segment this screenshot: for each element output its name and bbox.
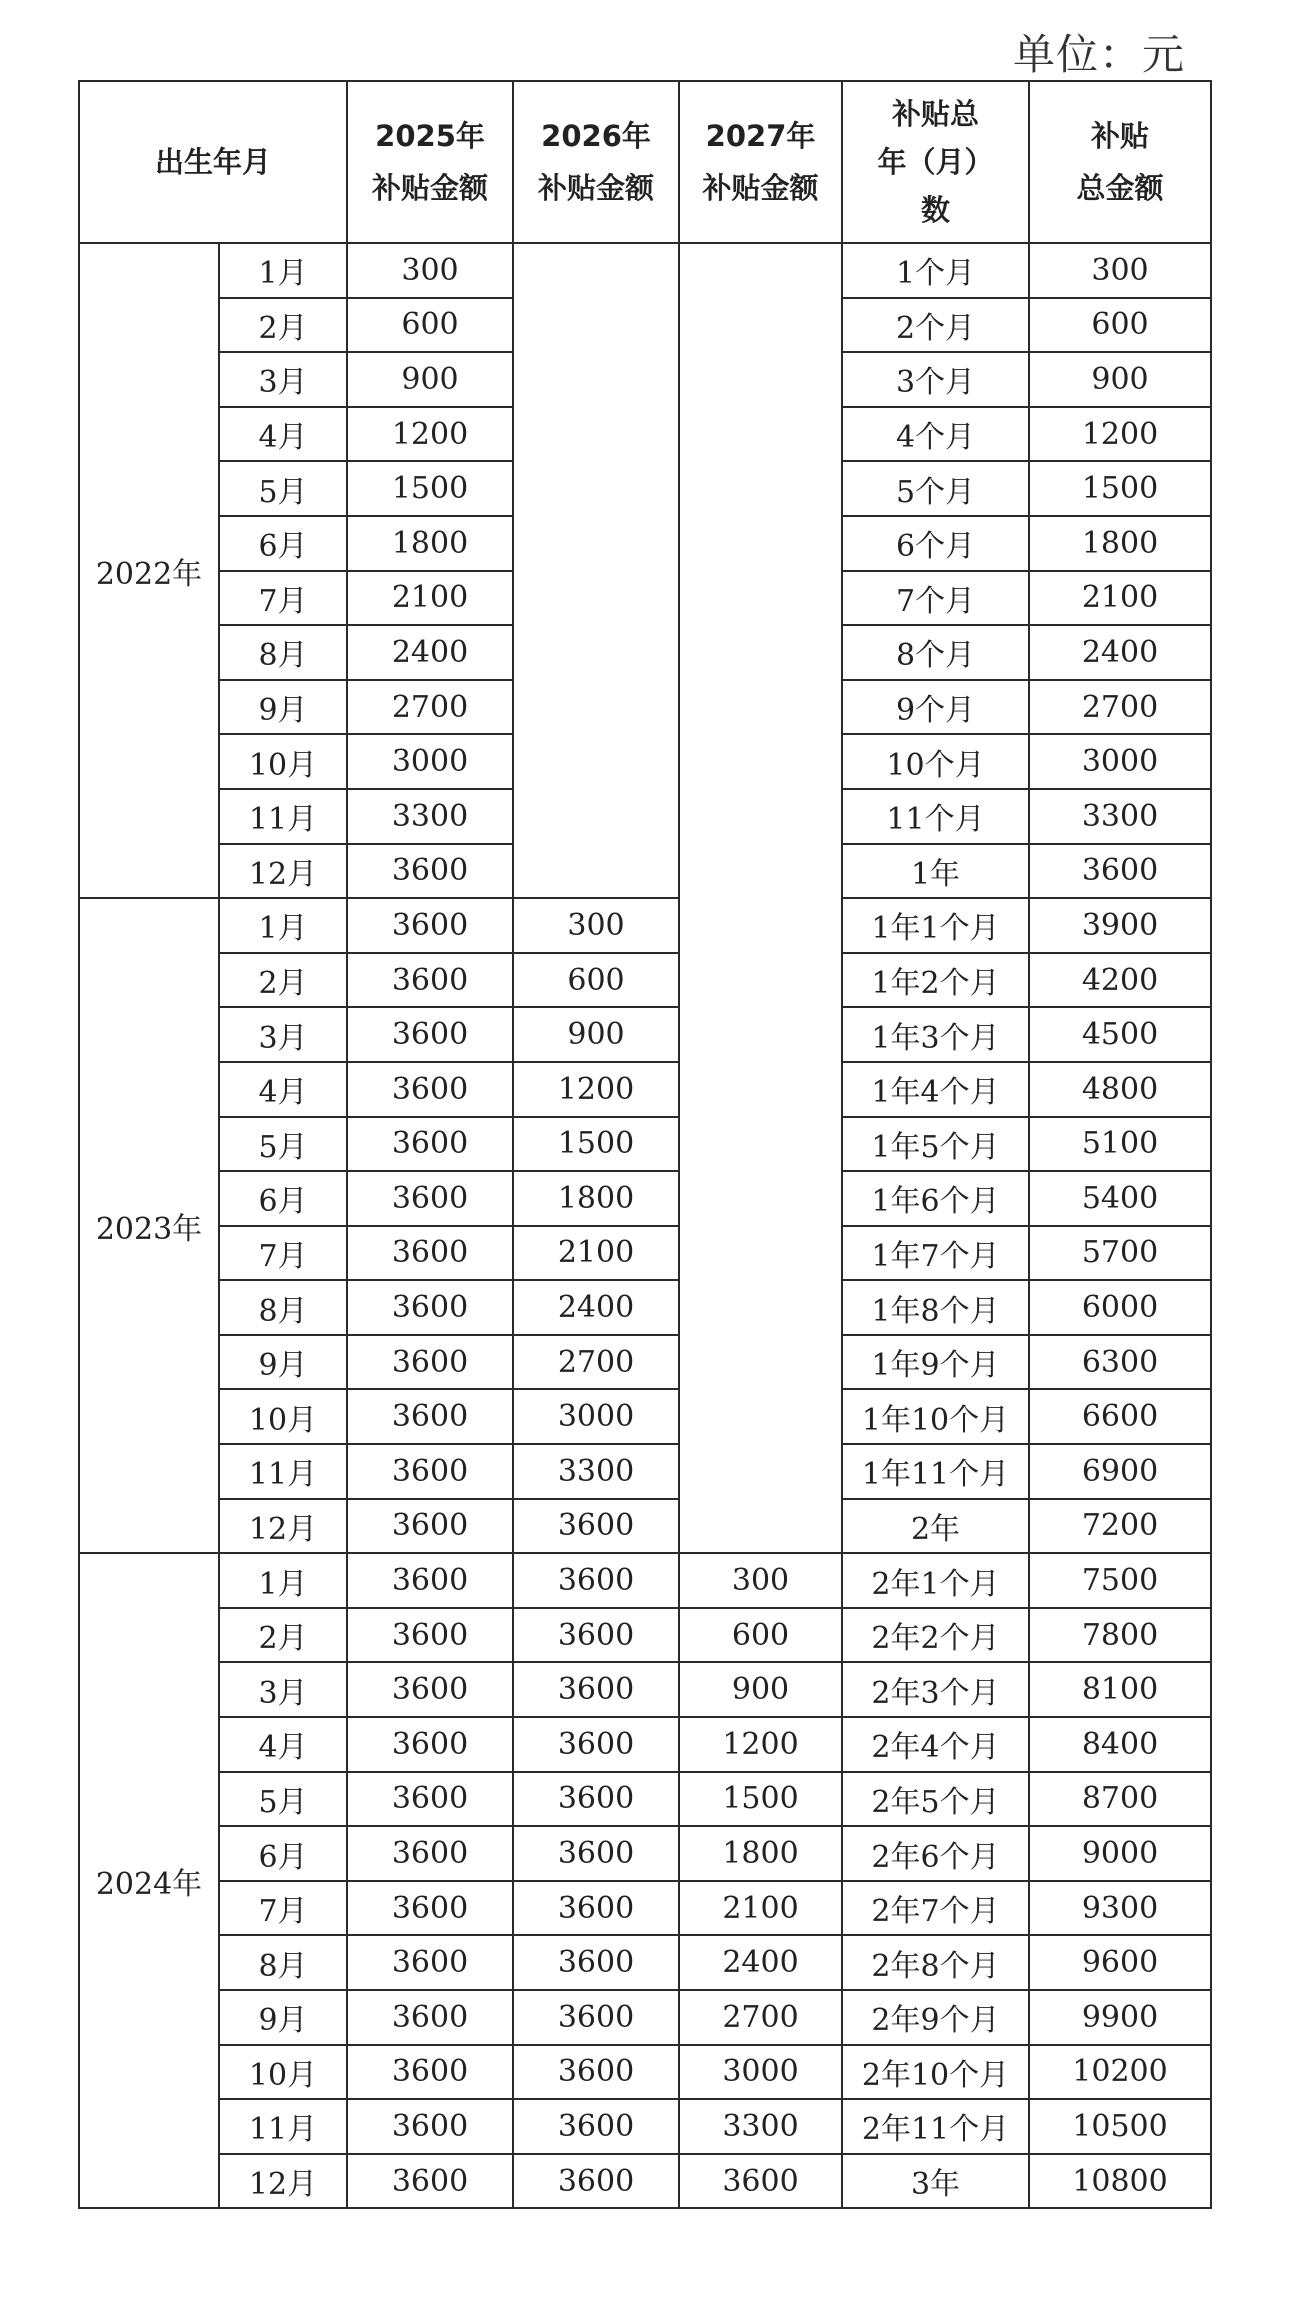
birth-month-cell: 8月: [219, 1935, 347, 1990]
amount-2026-cell: 3300: [513, 1444, 679, 1499]
amount-2027-cell: 1800: [679, 1826, 842, 1881]
total-duration-cell: 1年9个月: [842, 1335, 1029, 1390]
total-amount-cell: 1800: [1029, 516, 1211, 571]
total-amount-cell: 3000: [1029, 734, 1211, 789]
amount-2026-cell: 600: [513, 953, 679, 1008]
table-row: [79, 1444, 1211, 1499]
amount-2025-cell: 3600: [347, 1444, 513, 1499]
table-row: [79, 1389, 1211, 1444]
total-amount-cell: 300: [1029, 243, 1211, 298]
birth-month-cell: 7月: [219, 1226, 347, 1281]
birth-month-cell: 2月: [219, 953, 347, 1008]
birth-month-cell: 1月: [219, 1553, 347, 1608]
amount-2025-cell: 600: [347, 298, 513, 353]
total-duration-cell: 6个月: [842, 516, 1029, 571]
table-row: [79, 1990, 1211, 2045]
total-amount-cell: 10500: [1029, 2099, 1211, 2154]
table-row: [79, 2099, 1211, 2154]
table-row: [79, 953, 1211, 1008]
table-row: [79, 898, 1211, 953]
table-row: [79, 1608, 1211, 1663]
amount-2025-cell: 3600: [347, 1553, 513, 1608]
total-amount-cell: 3300: [1029, 789, 1211, 844]
birth-month-cell: 8月: [219, 1280, 347, 1335]
birth-month-cell: 10月: [219, 734, 347, 789]
total-amount-cell: 2100: [1029, 571, 1211, 626]
total-amount-cell: 6900: [1029, 1444, 1211, 1499]
total-duration-cell: 5个月: [842, 461, 1029, 516]
amount-2027-cell: 2700: [679, 1990, 842, 2045]
subsidy-table: [78, 80, 1212, 2209]
amount-2027-cell: 1200: [679, 1717, 842, 1772]
table-row: [79, 1226, 1211, 1281]
table-row: [79, 1717, 1211, 1772]
total-duration-cell: 2年6个月: [842, 1826, 1029, 1881]
total-amount-cell: 9900: [1029, 1990, 1211, 2045]
birth-month-cell: 5月: [219, 461, 347, 516]
amount-2025-cell: 300: [347, 243, 513, 298]
table-row: [79, 1935, 1211, 1990]
amount-2025-cell: 3600: [347, 1226, 513, 1281]
total-amount-cell: 9000: [1029, 1826, 1211, 1881]
total-amount-cell: 9600: [1029, 1935, 1211, 1990]
total-amount-cell: 10200: [1029, 2045, 1211, 2100]
total-amount-cell: 3600: [1029, 844, 1211, 899]
total-duration-cell: 2年10个月: [842, 2045, 1029, 2100]
amount-2026-cell: 3600: [513, 1935, 679, 1990]
table-row: [79, 1553, 1211, 1608]
total-duration-cell: 8个月: [842, 625, 1029, 680]
birth-month-cell: 3月: [219, 1007, 347, 1062]
total-duration-cell: 3年: [842, 2154, 1029, 2209]
total-duration-cell: 2年2个月: [842, 1608, 1029, 1663]
amount-2025-cell: 3600: [347, 1007, 513, 1062]
amount-2026-cell: 2400: [513, 1280, 679, 1335]
table-row: [79, 1335, 1211, 1390]
total-duration-cell: 11个月: [842, 789, 1029, 844]
birth-month-cell: 3月: [219, 1662, 347, 1717]
birth-month-cell: 12月: [219, 1499, 347, 1554]
amount-2025-cell: 1500: [347, 461, 513, 516]
birth-month-cell: 10月: [219, 2045, 347, 2100]
total-duration-cell: 1个月: [842, 243, 1029, 298]
amount-2025-cell: 2700: [347, 680, 513, 735]
amount-2027-cell: 600: [679, 1608, 842, 1663]
header-birth-month: 出生年月: [79, 81, 347, 243]
amount-2025-cell: 3600: [347, 1117, 513, 1172]
total-duration-cell: 3个月: [842, 352, 1029, 407]
birth-month-cell: 11月: [219, 2099, 347, 2154]
total-amount-cell: 7200: [1029, 1499, 1211, 1554]
total-amount-cell: 5700: [1029, 1226, 1211, 1281]
amount-2025-cell: 3600: [347, 2045, 513, 2100]
table-row: [79, 1499, 1211, 1554]
amount-2025-cell: 2100: [347, 571, 513, 626]
amount-2027-cell: 2400: [679, 1935, 842, 1990]
table-row: [79, 1171, 1211, 1226]
amount-2025-cell: 3600: [347, 1935, 513, 1990]
total-duration-cell: 7个月: [842, 571, 1029, 626]
amount-2027-cell: [679, 243, 842, 1553]
amount-2027-cell: 3300: [679, 2099, 842, 2154]
birth-month-cell: 2月: [219, 298, 347, 353]
amount-2026-cell: 3600: [513, 1608, 679, 1663]
birth-month-cell: 3月: [219, 352, 347, 407]
birth-month-cell: 5月: [219, 1117, 347, 1172]
total-amount-cell: 8700: [1029, 1772, 1211, 1827]
total-duration-cell: 2年4个月: [842, 1717, 1029, 1772]
amount-2026-cell: 2100: [513, 1226, 679, 1281]
amount-2026-cell: 3600: [513, 2045, 679, 2100]
amount-2026-cell: 3600: [513, 1826, 679, 1881]
amount-2026-cell: 3600: [513, 1990, 679, 2045]
birth-month-cell: 6月: [219, 1171, 347, 1226]
total-duration-cell: 1年6个月: [842, 1171, 1029, 1226]
amount-2026-cell: 300: [513, 898, 679, 953]
header-2026-amount: 2026年 补贴金额: [513, 81, 679, 243]
birth-month-cell: 6月: [219, 516, 347, 571]
amount-2025-cell: 1200: [347, 407, 513, 462]
total-duration-cell: 2年9个月: [842, 1990, 1029, 2045]
total-duration-cell: 2年1个月: [842, 1553, 1029, 1608]
table-row: [79, 243, 1211, 298]
amount-2026-cell: 3000: [513, 1389, 679, 1444]
birth-month-cell: 11月: [219, 789, 347, 844]
amount-2025-cell: 3600: [347, 1171, 513, 1226]
amount-2025-cell: 2400: [347, 625, 513, 680]
birth-month-cell: 12月: [219, 844, 347, 899]
total-duration-cell: 2年: [842, 1499, 1029, 1554]
table-row: [79, 1062, 1211, 1117]
total-duration-cell: 1年7个月: [842, 1226, 1029, 1281]
total-duration-cell: 10个月: [842, 734, 1029, 789]
table-row: [79, 1662, 1211, 1717]
amount-2026-cell: 3600: [513, 1717, 679, 1772]
header-2027-amount: 2027年 补贴金额: [679, 81, 842, 243]
birth-year-cell: 2024年: [79, 1553, 219, 2208]
birth-month-cell: 11月: [219, 1444, 347, 1499]
birth-month-cell: 4月: [219, 1717, 347, 1772]
table-row: [79, 1881, 1211, 1936]
table-body: [79, 243, 1211, 2208]
amount-2026-cell: 3600: [513, 1553, 679, 1608]
birth-month-cell: 4月: [219, 1062, 347, 1117]
total-duration-cell: 4个月: [842, 407, 1029, 462]
table-row: [79, 1117, 1211, 1172]
amount-2025-cell: 3600: [347, 1990, 513, 2045]
total-duration-cell: 1年2个月: [842, 953, 1029, 1008]
total-duration-cell: 1年1个月: [842, 898, 1029, 953]
table-row: [79, 1007, 1211, 1062]
table-row: [79, 1826, 1211, 1881]
total-amount-cell: 3900: [1029, 898, 1211, 953]
amount-2027-cell: 900: [679, 1662, 842, 1717]
amount-2026-cell: 900: [513, 1007, 679, 1062]
total-amount-cell: 4800: [1029, 1062, 1211, 1117]
amount-2026-cell: 1500: [513, 1117, 679, 1172]
amount-2025-cell: 3600: [347, 2099, 513, 2154]
header-row: [79, 81, 1211, 243]
amount-2025-cell: 3600: [347, 1499, 513, 1554]
amount-2025-cell: 3600: [347, 1335, 513, 1390]
total-duration-cell: 2年8个月: [842, 1935, 1029, 1990]
total-duration-cell: 1年4个月: [842, 1062, 1029, 1117]
total-duration-cell: 2年7个月: [842, 1881, 1029, 1936]
birth-month-cell: 2月: [219, 1608, 347, 1663]
amount-2026-cell: 3600: [513, 1772, 679, 1827]
birth-month-cell: 12月: [219, 2154, 347, 2209]
total-amount-cell: 10800: [1029, 2154, 1211, 2209]
birth-month-cell: 7月: [219, 571, 347, 626]
birth-month-cell: 9月: [219, 1335, 347, 1390]
total-duration-cell: 1年5个月: [842, 1117, 1029, 1172]
amount-2025-cell: 3600: [347, 1389, 513, 1444]
total-amount-cell: 2700: [1029, 680, 1211, 735]
amount-2026-cell: [513, 243, 679, 898]
table-row: [79, 2045, 1211, 2100]
total-duration-cell: 1年10个月: [842, 1389, 1029, 1444]
total-amount-cell: 6600: [1029, 1389, 1211, 1444]
amount-2025-cell: 3600: [347, 1717, 513, 1772]
birth-month-cell: 4月: [219, 407, 347, 462]
birth-month-cell: 1月: [219, 898, 347, 953]
amount-2025-cell: 3600: [347, 1662, 513, 1717]
amount-2025-cell: 3000: [347, 734, 513, 789]
total-amount-cell: 5100: [1029, 1117, 1211, 1172]
amount-2025-cell: 3600: [347, 1772, 513, 1827]
birth-month-cell: 8月: [219, 625, 347, 680]
amount-2025-cell: 3600: [347, 953, 513, 1008]
total-amount-cell: 4500: [1029, 1007, 1211, 1062]
total-duration-cell: 2年3个月: [842, 1662, 1029, 1717]
total-duration-cell: 1年: [842, 844, 1029, 899]
birth-month-cell: 5月: [219, 1772, 347, 1827]
amount-2025-cell: 3600: [347, 844, 513, 899]
total-duration-cell: 1年8个月: [842, 1280, 1029, 1335]
amount-2025-cell: 3600: [347, 898, 513, 953]
header-total-amount: 补贴 总金额: [1029, 81, 1211, 243]
amount-2026-cell: 3600: [513, 1881, 679, 1936]
total-amount-cell: 6000: [1029, 1280, 1211, 1335]
amount-2027-cell: 3600: [679, 2154, 842, 2209]
amount-2025-cell: 3600: [347, 1608, 513, 1663]
total-amount-cell: 900: [1029, 352, 1211, 407]
total-duration-cell: 9个月: [842, 680, 1029, 735]
birth-year-cell: 2023年: [79, 898, 219, 1553]
amount-2027-cell: 300: [679, 1553, 842, 1608]
total-duration-cell: 2年5个月: [842, 1772, 1029, 1827]
total-duration-cell: 1年3个月: [842, 1007, 1029, 1062]
birth-month-cell: 10月: [219, 1389, 347, 1444]
table-row: [79, 1280, 1211, 1335]
total-amount-cell: 600: [1029, 298, 1211, 353]
birth-month-cell: 1月: [219, 243, 347, 298]
amount-2026-cell: 3600: [513, 2154, 679, 2209]
amount-2025-cell: 3300: [347, 789, 513, 844]
birth-month-cell: 6月: [219, 1826, 347, 1881]
amount-2025-cell: 3600: [347, 2154, 513, 2209]
total-duration-cell: 2个月: [842, 298, 1029, 353]
amount-2026-cell: 3600: [513, 1662, 679, 1717]
amount-2026-cell: 3600: [513, 1499, 679, 1554]
birth-month-cell: 7月: [219, 1881, 347, 1936]
total-amount-cell: 2400: [1029, 625, 1211, 680]
total-amount-cell: 4200: [1029, 953, 1211, 1008]
total-amount-cell: 5400: [1029, 1171, 1211, 1226]
table-row: [79, 2154, 1211, 2209]
total-amount-cell: 8400: [1029, 1717, 1211, 1772]
amount-2025-cell: 3600: [347, 1062, 513, 1117]
total-amount-cell: 8100: [1029, 1662, 1211, 1717]
table-row: [79, 1772, 1211, 1827]
total-amount-cell: 1200: [1029, 407, 1211, 462]
total-amount-cell: 9300: [1029, 1881, 1211, 1936]
amount-2026-cell: 1200: [513, 1062, 679, 1117]
amount-2025-cell: 3600: [347, 1280, 513, 1335]
total-amount-cell: 7800: [1029, 1608, 1211, 1663]
header-total-months: 补贴总 年（月） 数: [842, 81, 1029, 243]
total-amount-cell: 6300: [1029, 1335, 1211, 1390]
total-duration-cell: 1年11个月: [842, 1444, 1029, 1499]
amount-2025-cell: 3600: [347, 1881, 513, 1936]
amount-2025-cell: 900: [347, 352, 513, 407]
total-duration-cell: 2年11个月: [842, 2099, 1029, 2154]
amount-2026-cell: 3600: [513, 2099, 679, 2154]
birth-year-cell: 2022年: [79, 243, 219, 898]
amount-2025-cell: 3600: [347, 1826, 513, 1881]
amount-2027-cell: 1500: [679, 1772, 842, 1827]
total-amount-cell: 1500: [1029, 461, 1211, 516]
total-amount-cell: 7500: [1029, 1553, 1211, 1608]
amount-2027-cell: 2100: [679, 1881, 842, 1936]
amount-2025-cell: 1800: [347, 516, 513, 571]
amount-2026-cell: 1800: [513, 1171, 679, 1226]
unit-label: 单位：元: [1012, 30, 1185, 79]
birth-month-cell: 9月: [219, 680, 347, 735]
amount-2026-cell: 2700: [513, 1335, 679, 1390]
amount-2027-cell: 3000: [679, 2045, 842, 2100]
birth-month-cell: 9月: [219, 1990, 347, 2045]
header-2025-amount: 2025年 补贴金额: [347, 81, 513, 243]
